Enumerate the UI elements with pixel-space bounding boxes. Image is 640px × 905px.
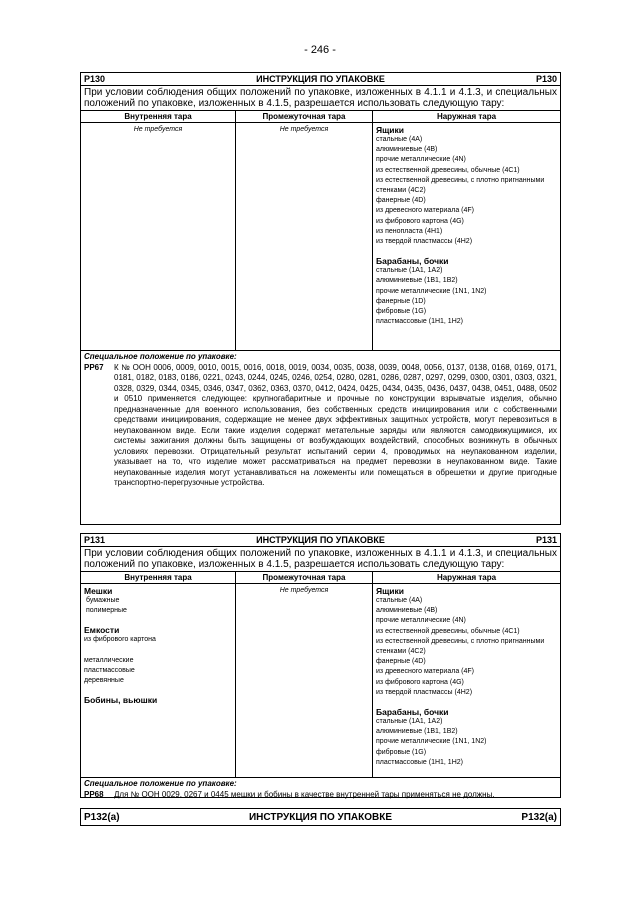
p131-box-item: из естественной древесины, с плотно пригнанными стенками (4С2) xyxy=(376,637,545,656)
p130-drums-heading: Барабаны, бочки xyxy=(376,256,449,267)
p131-inner-column xyxy=(81,572,236,777)
p131-inner-header: Внутренняя тара xyxy=(81,572,235,584)
p130-intermediate-column xyxy=(236,111,373,350)
p131-reels-heading: Бобины, вьюшки xyxy=(84,695,158,706)
p130-outer-list xyxy=(373,123,560,329)
p130-code-left: P130 xyxy=(84,74,106,84)
p131-instruction-table xyxy=(80,533,561,798)
p130-inner-column xyxy=(81,111,236,350)
p130-box-item: из естественной древесины, с плотно пригнанными стенками (4С2) xyxy=(376,176,545,195)
p131-intro: При условии соблюдения общих положений по упаковке, изложенных в 4.1.1 и 4.1.3, и специальных положений по упаковке, изложенных в 4.1.5, разрешается использовать следующую тару: xyxy=(81,547,560,572)
p131-container-item xyxy=(84,646,232,656)
p131-special-title: Специальное положение по упаковке: xyxy=(84,779,237,788)
p131-box-item: прочие металлические (4N) xyxy=(376,617,466,625)
p130-intro: При условии соблюдения общих положений по упаковке, изложенных в 4.1.1 и 4.1.3, и специальных положений по упаковке, изложенных в 4.1.5, разрешается использовать следующую тару: xyxy=(81,86,560,111)
p131-title: ИНСТРУКЦИЯ ПО УПАКОВКЕ xyxy=(256,535,385,545)
p131-inner-list xyxy=(81,584,235,707)
p132a-instruction-table xyxy=(80,808,561,826)
p130-header xyxy=(81,73,560,86)
p131-code-left: P131 xyxy=(84,535,106,545)
p130-drum-item: прочие металлические (1N1, 1N2) xyxy=(376,287,487,295)
p130-box-item: из твердой пластмассы (4Н2) xyxy=(376,238,473,246)
page-number: - 246 - xyxy=(304,44,336,56)
p131-intermediate-value: Не требуется xyxy=(279,587,329,594)
p130-box-item: из пенопласта (4Н1) xyxy=(376,227,443,235)
p130-columns xyxy=(81,111,560,351)
p130-special-title: Специальное положение по упаковке: xyxy=(84,352,237,361)
p131-drums-heading: Барабаны, бочки xyxy=(376,707,449,718)
p131-container-item: пластмассовые xyxy=(84,666,135,674)
p131-special-text: Для № ООН 0029, 0267 и 0445 мешки и бобины в качестве внутренней тары применяться не должны. xyxy=(114,789,495,799)
p131-outer-list xyxy=(373,584,560,770)
p132a-code-right: P132(a) xyxy=(521,811,557,823)
p130-box-item: из фибрового картона (4G) xyxy=(376,217,464,225)
p131-special-code: PP68 xyxy=(84,789,104,799)
p130-inner-value: Не требуется xyxy=(133,126,183,133)
p132a-header xyxy=(81,809,560,825)
p130-drum-item: фибровые (1G) xyxy=(376,308,427,316)
p131-code-right: P131 xyxy=(535,535,557,545)
p131-special-provision xyxy=(81,778,560,801)
p130-title: ИНСТРУКЦИЯ ПО УПАКОВКЕ xyxy=(256,74,385,84)
p131-drum-item: стальные (1А1, 1А2) xyxy=(376,718,443,726)
p131-bags-heading: Мешки xyxy=(84,586,113,596)
p131-containers-heading: Емкости xyxy=(84,625,120,636)
p131-box-item: из фибрового картона (4G) xyxy=(376,678,464,686)
p131-header xyxy=(81,534,560,547)
p130-box-item: алюминиевые (4В) xyxy=(376,146,438,154)
p130-inner-header: Внутренняя тара xyxy=(81,111,235,123)
p130-special-provision xyxy=(81,351,560,490)
p131-container-item: из фибрового картона xyxy=(84,636,156,644)
p130-box-item: фанерные (4D) xyxy=(376,197,426,205)
p131-container-item: металлические xyxy=(84,656,134,664)
p130-outer-column xyxy=(373,111,560,350)
p130-box-item: стальные (4А) xyxy=(376,136,423,143)
p130-drum-item: пластмассовые (1Н1, 1Н2) xyxy=(376,318,463,326)
p130-outer-header: Наружная тара xyxy=(373,111,560,123)
p130-boxes-heading: Ящики xyxy=(376,125,404,135)
p130-drum-item: алюминиевые (1В1, 1В2) xyxy=(376,277,458,285)
p130-code-right: P130 xyxy=(535,74,557,84)
p130-intermediate-value: Не требуется xyxy=(279,126,329,133)
p131-box-item: алюминиевые (4В) xyxy=(376,607,438,615)
p130-intermediate-header: Промежуточная тара xyxy=(236,111,372,123)
p131-drum-item: фибровые (1G) xyxy=(376,748,427,756)
p130-box-item: из древесного материала (4F) xyxy=(376,207,474,215)
p130-special-text: К № ООН 0006, 0009, 0010, 0015, 0016, 0018, 0019, 0034, 0035, 0038, 0039, 0048, 0056, 0137, 0138, 0168, 0169, 0171, 0181, 0182, 0183, 0186, 0221, 0243, 0244, 0245, 0246, 0254, 0280, 0281, 0286, 0287, 0297, 0299, 0300, 0301, 0303, 0321, 0328, 0329, 0344, 0345, 0346, 0347, 0362, 0363, 0370, 0412, 0424, 0425, 0434, 0435, 0436, 0437, 0438, 0451, 0488, 0502 и 0510 применяется следующее: крупногабаритные и прочные по конструкции взрывчатые изделия, обычно предназначенные для военного использования, без собственных средств инициирования или с собственными средствами инициирования, содержащие не менее двух эффективных защитных устройств, могут перевозиться в неупакованном виде. Если такие изделия содержат метательные заряды или являются самодвижущимися, их системы зажигания должны быть защищены от возбуждающих воздействий, способных возникнуть в обычных условиях перевозки. Отрицательный результат испытаний серии 4, проводимых на неупакованном изделии, указывает на то, что изделие может рассматриваться на предмет перевозки в неупакованном виде. Такие неупакованные изделия могут устанавливаться на ложементы или помещаться в обрешетки и другие пригодные транспортно-перегрузочные устройства. xyxy=(114,362,557,487)
p131-box-item: стальные (4А) xyxy=(376,597,423,604)
p130-instruction-table xyxy=(80,72,561,525)
p131-columns xyxy=(81,572,560,778)
p131-box-item: из древесного материала (4F) xyxy=(376,668,474,676)
p130-special-code: PP67 xyxy=(84,362,104,372)
p131-drum-item: пластмассовые (1Н1, 1Н2) xyxy=(376,758,463,766)
p131-boxes-heading: Ящики xyxy=(376,586,404,596)
p131-intermediate-header: Промежуточная тара xyxy=(236,572,372,584)
p131-box-item: из твердой пластмассы (4Н2) xyxy=(376,688,473,696)
p131-intermediate-column xyxy=(236,572,373,777)
p132a-code-left: P132(a) xyxy=(84,811,120,823)
p131-outer-header: Наружная тара xyxy=(373,572,560,584)
p130-drum-item: стальные (1А1, 1А2) xyxy=(376,267,443,275)
p131-bag-item: бумажные xyxy=(86,597,120,604)
p131-outer-column xyxy=(373,572,560,777)
p132a-title: ИНСТРУКЦИЯ ПО УПАКОВКЕ xyxy=(248,811,393,823)
p130-drum-item: фанерные (1D) xyxy=(376,297,426,305)
p131-drum-item: алюминиевые (1В1, 1В2) xyxy=(376,728,458,736)
p131-bag-item: полимерные xyxy=(86,607,127,615)
p130-box-item: прочие металлические (4N) xyxy=(376,156,466,164)
p131-box-item: фанерные (4D) xyxy=(376,658,426,666)
p130-box-item: из естественной древесины, обычные (4С1) xyxy=(376,166,520,174)
p131-drum-item: прочие металлические (1N1, 1N2) xyxy=(376,738,487,746)
p131-container-item: деревянные xyxy=(84,677,124,685)
p131-box-item: из естественной древесины, обычные (4С1) xyxy=(376,627,520,635)
